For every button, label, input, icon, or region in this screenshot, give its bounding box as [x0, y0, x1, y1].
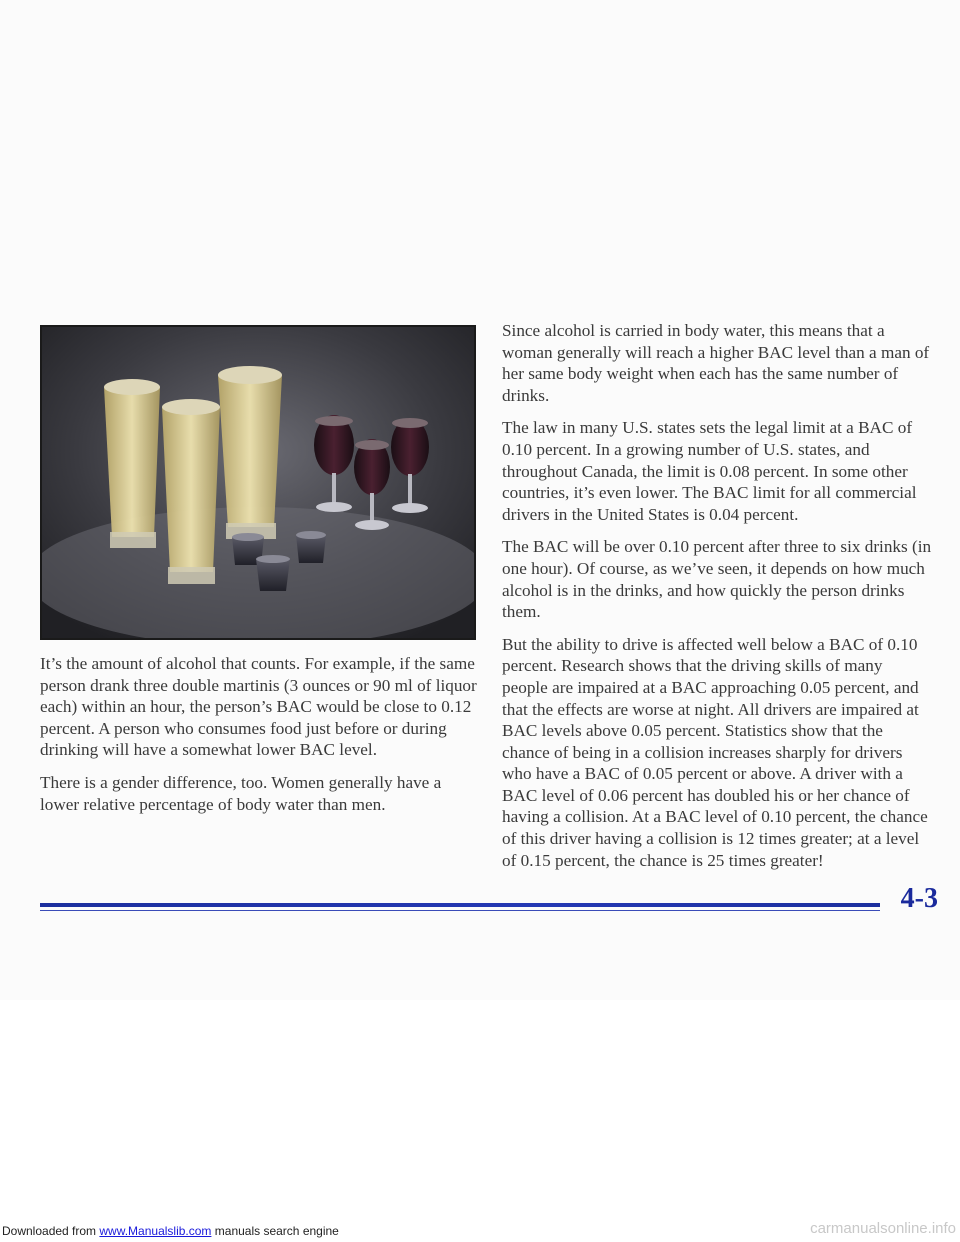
site-watermark: carmanualsonline.info [810, 1220, 956, 1237]
drinks-photo [40, 325, 476, 640]
footer-prefix: Downloaded from [2, 1224, 100, 1238]
page-rule-thin [40, 910, 880, 911]
page-rule [40, 903, 880, 907]
paragraph: The law in many U.S. states sets the legal limit at a BAC of 0.10 percent. In a growing number of U.S. states, and throughout Canada, the limit is 0.08 percent. In some other countries, it’s even lower. The BAC limit for all commercial drivers in the United States is 0.04 percent. [502, 418, 917, 524]
paragraph: The BAC will be over 0.10 percent after three to six drinks (in one hour). Of course, as we’ve seen, it depends on how much alcohol is in the drinks, and how quickly the person drinks them. [502, 537, 932, 622]
right-text-column [502, 320, 932, 882]
footer-suffix: manuals search engine [211, 1224, 339, 1238]
paragraph: It’s the amount of alcohol that counts. For example, if the same person drank three double martinis (3 ounces or 90 ml of liquor each) within an hour, the person’s BAC would be close to 0.12 percent. A person who consumes food just before or during drinking will have a somewhat lower BAC level. [40, 654, 477, 760]
left-text-column [40, 653, 480, 826]
paragraph: There is a gender difference, too. Women generally have a lower relative percentage of body water than men. [40, 772, 442, 814]
download-footer [2, 1224, 339, 1238]
manualslib-link[interactable]: www.Manualslib.com [99, 1224, 212, 1238]
paragraph: Since alcohol is carried in body water, this means that a woman generally will reach a higher BAC level than a man of her same body weight when each has the same number of drinks. [502, 321, 930, 405]
page-number: 4-3 [900, 883, 938, 914]
paragraph: But the ability to drive is affected well below a BAC of 0.10 percent. Research shows that the driving skills of many people are impaired at a BAC approaching 0.05 percent, and that the effects are worse at night. All drivers are impaired at BAC levels above 0.05 percent. Statistics show that the chance of being in a collision increases sharply for drivers who have a BAC of 0.05 percent or above. A driver with a BAC level of 0.06 percent has doubled his or her chance of having a collision. At a BAC level of 0.10 percent, the chance of this driver having a collision is 12 times greater; at a level of 0.15 percent, the chance is 25 times greater! [502, 634, 928, 870]
